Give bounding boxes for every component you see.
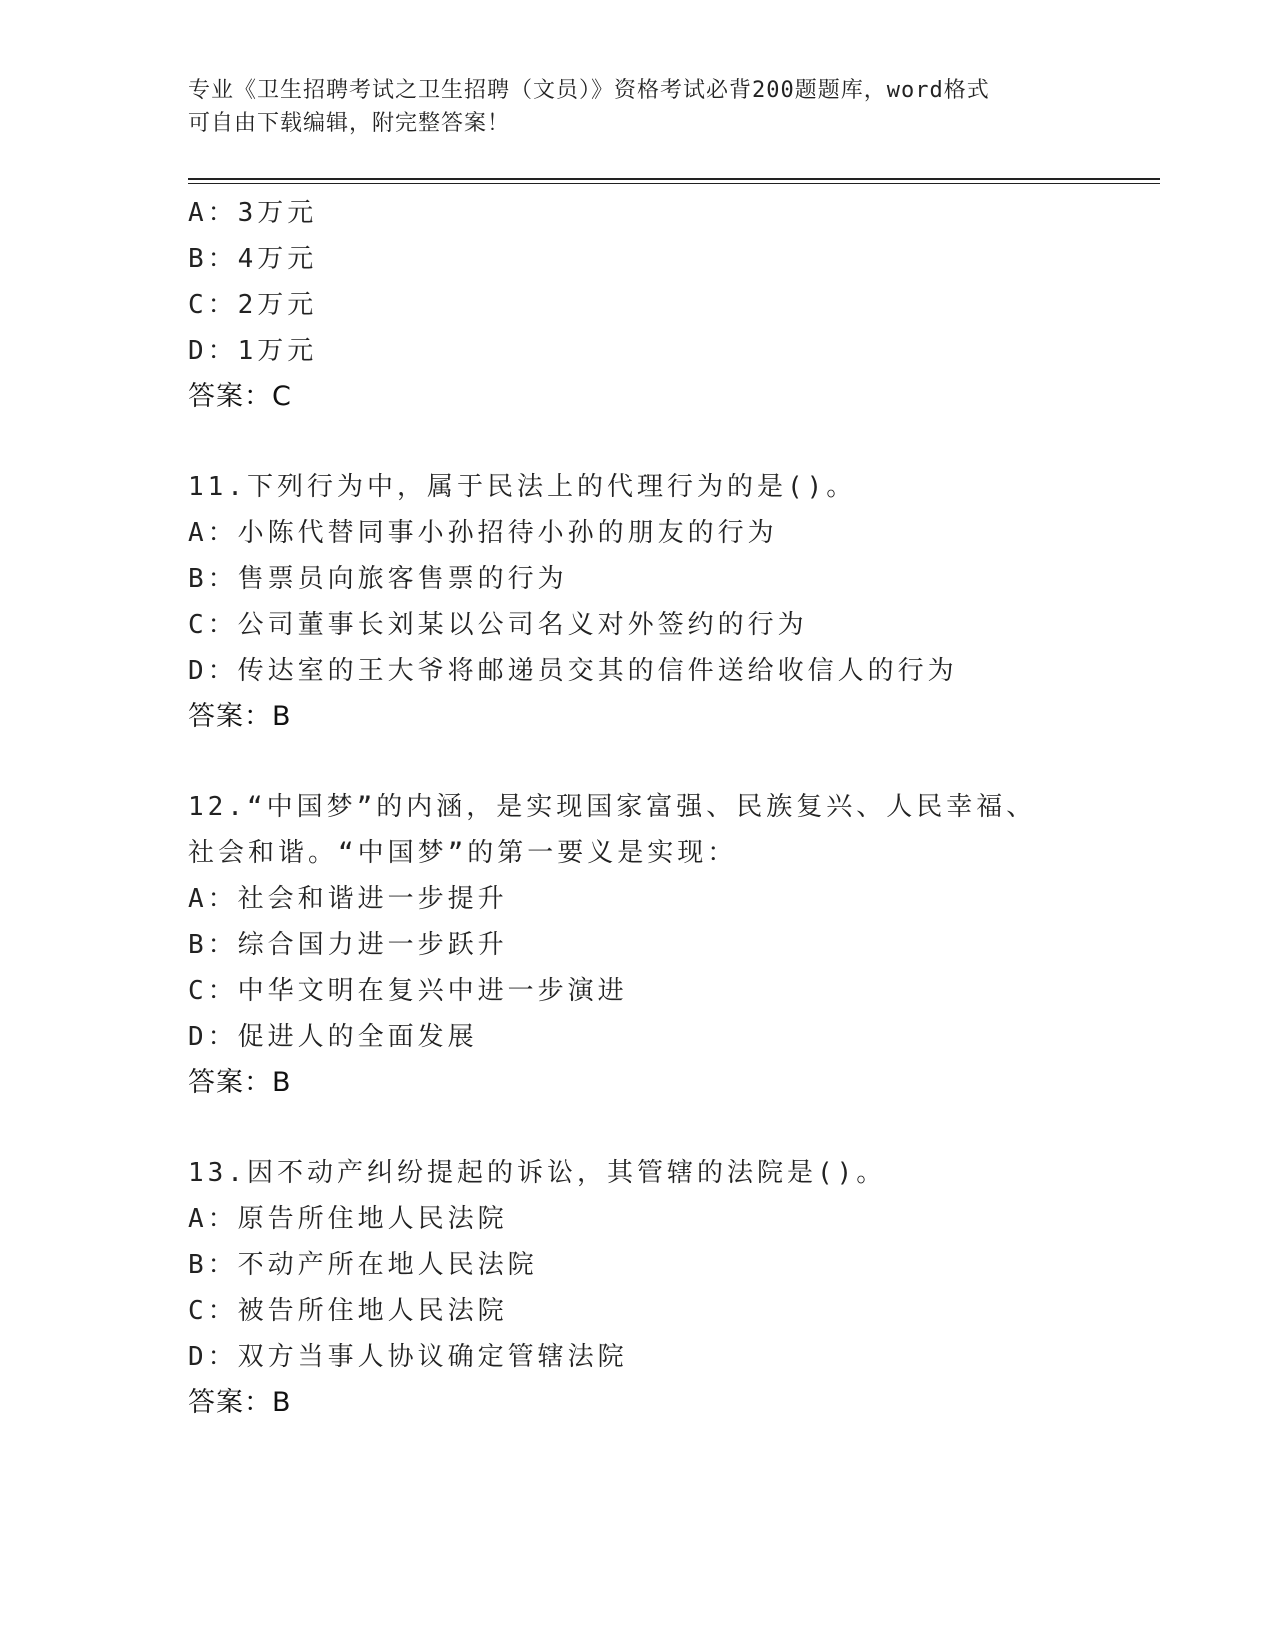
question-10-tail (188, 190, 1108, 420)
question-13 (188, 1150, 1108, 1426)
header-line-1: 专业《卫生招聘考试之卫生招聘（文员）》资格考试必背200题题库，word格式 (188, 78, 990, 103)
question-11 (188, 464, 1108, 740)
option-c: C：2万元 (188, 290, 318, 320)
spacer (188, 740, 1108, 784)
option-c: C：被告所住地人民法院 (188, 1296, 508, 1326)
question-12 (188, 784, 1108, 1106)
spacer (188, 1106, 1108, 1150)
option-a: A：3万元 (188, 198, 318, 228)
option-b: B：4万元 (188, 244, 318, 274)
option-d: D：传达室的王大爷将邮递员交其的信件送给收信人的行为 (188, 656, 958, 686)
question-list (188, 190, 1108, 1426)
answer-line: 答案：B (188, 1387, 292, 1418)
option-d: D：双方当事人协议确定管辖法院 (188, 1342, 628, 1372)
header-line-2: 可自由下载编辑，附完整答案！ (188, 111, 511, 136)
question-stem: 12.“中国梦”的内涵，是实现国家富强、民族复兴、人民幸福、社会和谐。“中国梦”的第一要义是实现： (188, 792, 1037, 868)
answer-line: 答案：C (188, 381, 292, 412)
option-b: B：售票员向旅客售票的行为 (188, 564, 568, 594)
option-d: D：促进人的全面发展 (188, 1022, 478, 1052)
option-a: A：小陈代替同事小孙招待小孙的朋友的行为 (188, 518, 778, 548)
option-b: B：综合国力进一步跃升 (188, 930, 508, 960)
option-c: C：中华文明在复兴中进一步演进 (188, 976, 628, 1006)
option-c: C：公司董事长刘某以公司名义对外签约的行为 (188, 610, 808, 640)
question-stem: 13.因不动产纠纷提起的诉讼，其管辖的法院是()。 (188, 1158, 887, 1188)
answer-line: 答案：B (188, 701, 292, 732)
header-rule-thick (188, 178, 1160, 180)
question-stem: 11.下列行为中，属于民法上的代理行为的是()。 (188, 472, 857, 502)
option-a: A：原告所住地人民法院 (188, 1204, 508, 1234)
option-d: D：1万元 (188, 336, 318, 366)
document-header (188, 74, 1068, 140)
option-b: B：不动产所在地人民法院 (188, 1250, 538, 1280)
header-rule-thin (188, 183, 1160, 184)
spacer (188, 420, 1108, 464)
option-a: A：社会和谐进一步提升 (188, 884, 508, 914)
answer-line: 答案：B (188, 1067, 292, 1098)
